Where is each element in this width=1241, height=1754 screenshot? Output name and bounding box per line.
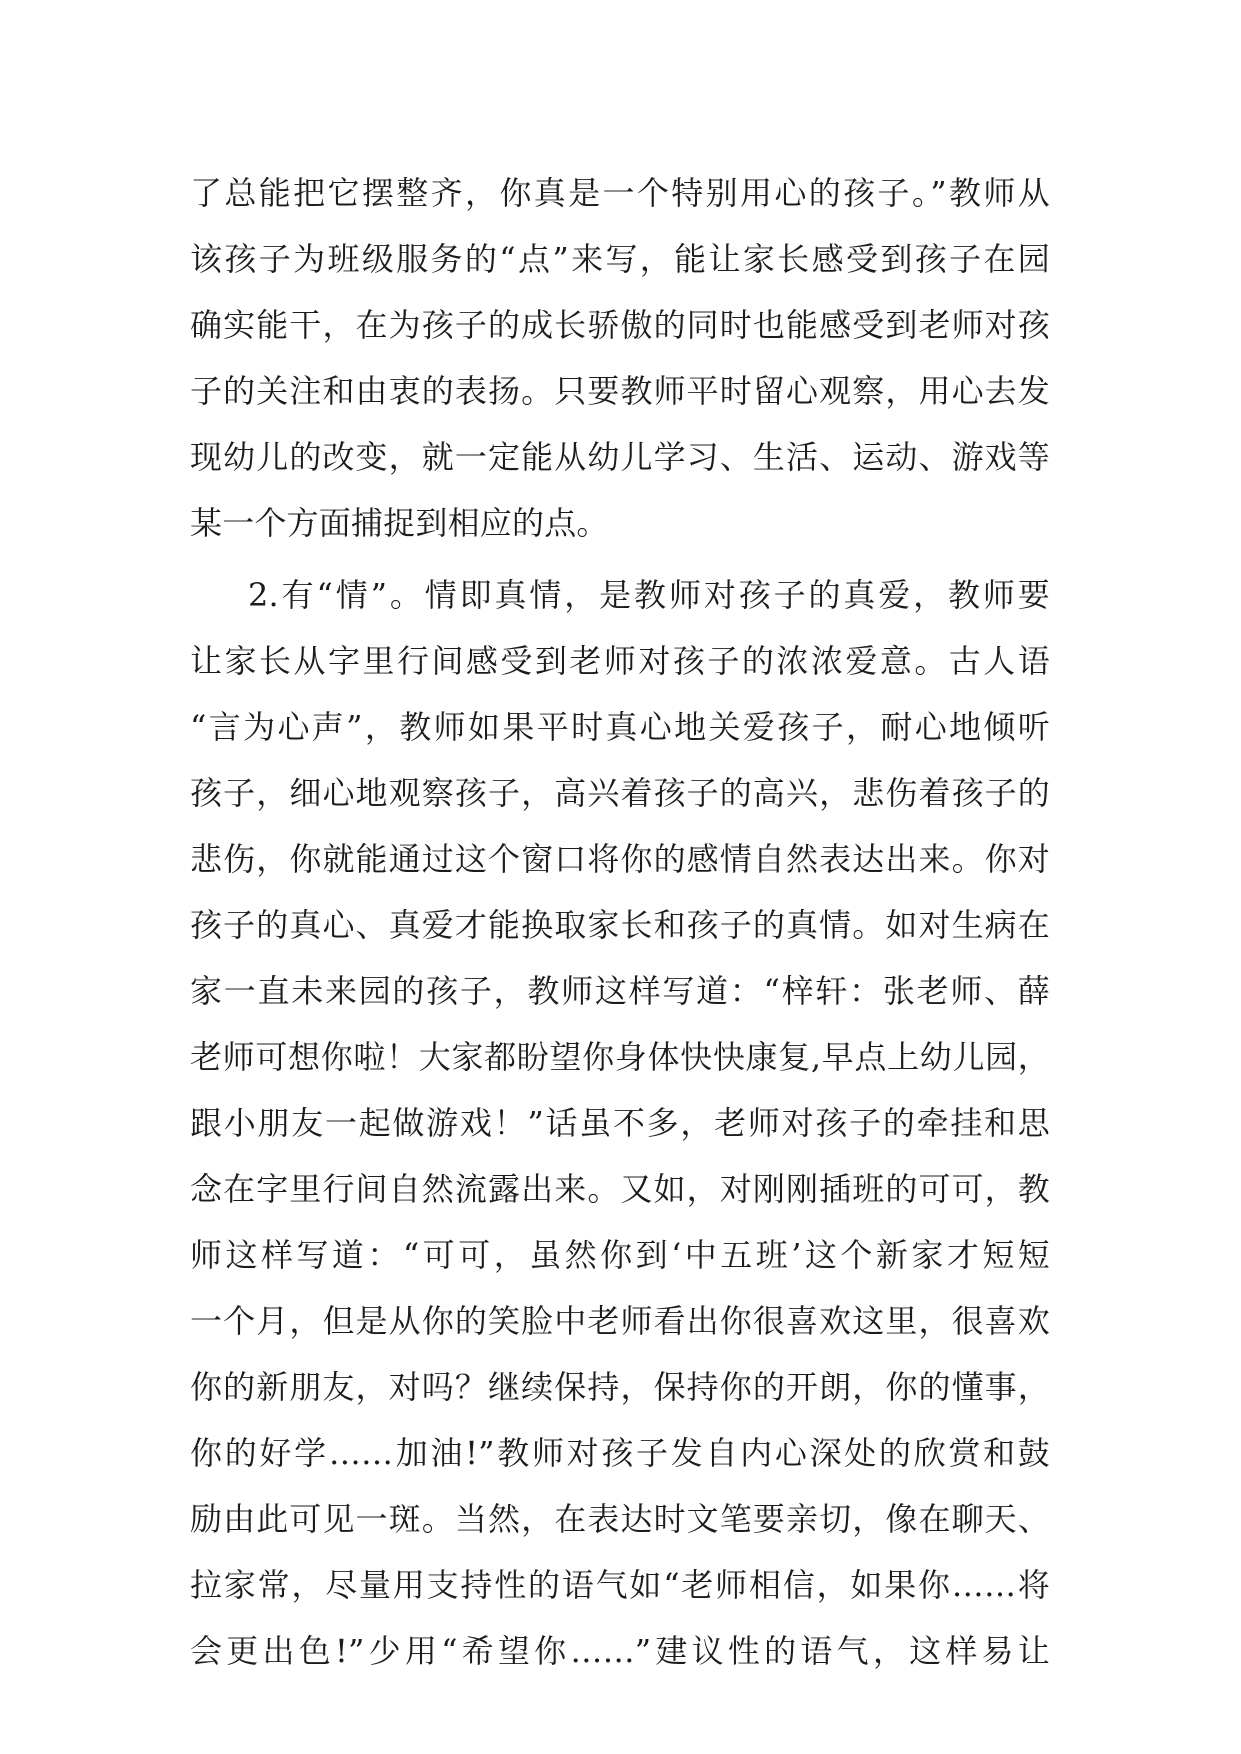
text-line: 跟小朋友一起做游戏！”话虽不多，老师对孩子的牵挂和思 [190, 1104, 1050, 1142]
text-line: 子的关注和由衷的表扬。只要教师平时留心观察，用心去发 [190, 372, 1050, 410]
text-line: 你的好学……加油!”教师对孩子发自内心深处的欣赏和鼓 [190, 1434, 1050, 1472]
text-line: 孩子，细心地观察孩子，高兴着孩子的高兴，悲伤着孩子的 [190, 774, 1050, 812]
text-line: 了总能把它摆整齐，你真是一个特别用心的孩子。”教师从 [190, 174, 1050, 212]
text-line: 会更出色!”少用“希望你……”建议性的语气，这样易让 [190, 1632, 1050, 1670]
text-line: 该孩子为班级服务的“点”来写，能让家长感受到孩子在园 [190, 240, 1050, 278]
text-line: 你的新朋友，对吗？继续保持，保持你的开朗，你的懂事， [190, 1368, 1050, 1406]
text-line: 确实能干，在为孩子的成长骄傲的同时也能感受到老师对孩 [190, 306, 1050, 344]
text-line: 某一个方面捕捉到相应的点。 [190, 504, 609, 542]
text-line: 家一直未来园的孩子，教师这样写道：“梓轩：张老师、薛 [190, 972, 1050, 1010]
text-line: 让家长从字里行间感受到老师对孩子的浓浓爱意。古人语 [190, 642, 1050, 680]
text-line: 念在字里行间自然流露出来。又如，对刚刚插班的可可，教 [190, 1170, 1050, 1208]
text-line: 孩子的真心、真爱才能换取家长和孩子的真情。如对生病在 [190, 906, 1050, 944]
text-line: 师这样写道：“可可，虽然你到‘中五班’这个新家才短短 [190, 1236, 1050, 1274]
text-line: 励由此可见一斑。当然，在表达时文笔要亲切，像在聊天、 [190, 1500, 1050, 1538]
text-line-first: 2.有“情”。情即真情，是教师对孩子的真爱，教师要 [248, 576, 1050, 614]
text-line: 悲伤，你就能通过这个窗口将你的感情自然表达出来。你对 [190, 840, 1050, 878]
text-line: “言为心声”，教师如果平时真心地关爱孩子，耐心地倾听 [190, 708, 1050, 746]
text-line: 一个月，但是从你的笑脸中老师看出你很喜欢这里，很喜欢 [190, 1302, 1050, 1340]
paragraph-1 [190, 160, 1050, 556]
text-line: 拉家常，尽量用支持性的语气如“老师相信，如果你……将 [190, 1566, 1050, 1604]
text-line: 老师可想你啦！大家都盼望你身体快快康复,早点上幼儿园， [190, 1038, 1050, 1076]
text-line: 现幼儿的改变，就一定能从幼儿学习、生活、运动、游戏等 [190, 438, 1050, 476]
paragraph-2 [190, 562, 1050, 1684]
